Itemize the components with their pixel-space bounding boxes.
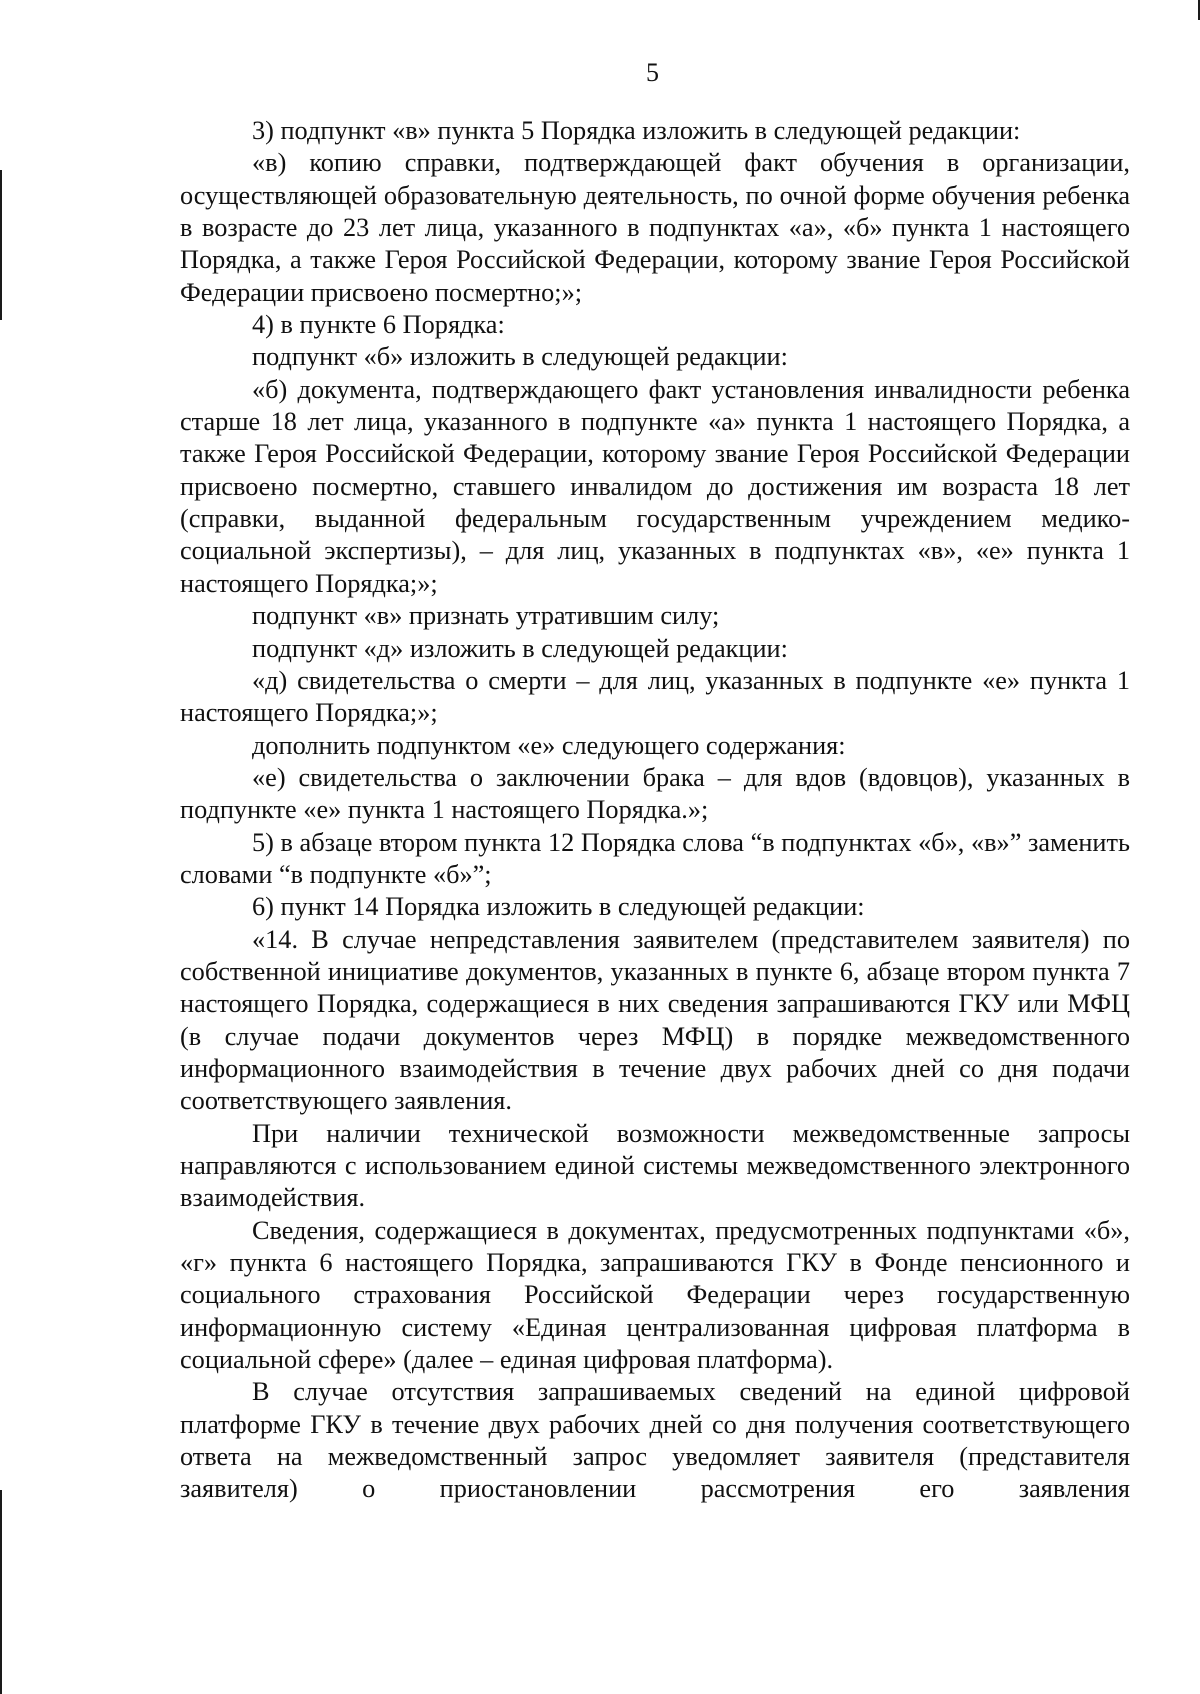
paragraph: «14. В случае непредставления заявителем (представителем заявителя) по собственной инициативе документов, указанных в пункте 6, абзаце втором пункта 7 настоящего Порядка, содержащиеся в них сведения запрашиваются ГКУ или МФЦ (в случае подачи документов через МФЦ) в порядке межведомственного информационного взаимодействия в течение двух рабочих дней со дня подачи соответствующего заявления.: [180, 924, 1130, 1116]
document-body: [180, 115, 1130, 1506]
paragraph: дополнить подпунктом «е» следующего содержания:: [252, 730, 846, 760]
paragraph: «е) свидетельства о заключении брака – для вдов (вдовцов), указанных в подпункте «е» пункта 1 настоящего Порядка.»;: [180, 762, 1130, 825]
paragraph: подпункт «в» признать утратившим силу;: [252, 601, 720, 631]
paragraph: 6) пункт 14 Порядка изложить в следующей редакции:: [252, 892, 865, 922]
paragraph: 4) в пункте 6 Порядка:: [252, 310, 505, 340]
scan-edge-left-bottom: [0, 1490, 2, 1694]
paragraph: Сведения, содержащиеся в документах, предусмотренных подпунктами «б», «г» пункта 6 настоящего Порядка, запрашиваются ГКУ в Фонде пенсионного и социального страхования Российской Федерации через государственную информационную систему «Единая централизованная цифровая платформа в социальной сфере» (далее – единая цифровая платформа).: [180, 1215, 1130, 1375]
scan-edge-left: [0, 170, 2, 320]
paragraph: «в) копию справки, подтверждающей факт обучения в организации, осуществляющей образовательную деятельность, по очной форме обучения ребенка в возрасте до 23 лет лица, указанного в подпунктах «а», «б» пункта 1 настоящего Порядка, а также Героя Российской Федерации, которому звание Героя Российской Федерации присвоено посмертно;»;: [180, 148, 1130, 307]
paragraph: «д) свидетельства о смерти – для лиц, указанных в подпункте «е» пункта 1 настоящего Порядка;»;: [180, 665, 1130, 728]
paragraph: 3) подпункт «в» пункта 5 Порядка изложить в следующей редакции:: [252, 116, 1021, 145]
paragraph: При наличии технической возможности межведомственные запросы направляются с использованием единой системы межведомственного электронного взаимодействия.: [180, 1118, 1130, 1213]
paragraph: 5) в абзаце втором пункта 12 Порядка слова “в подпунктах «б», «в»” заменить словами “в подпункте «б»”;: [180, 827, 1130, 889]
paragraph: подпункт «б» изложить в следующей редакции:: [252, 342, 788, 372]
page-number: 5: [646, 58, 659, 87]
paragraph: подпункт «д» изложить в следующей редакции:: [252, 633, 788, 663]
paragraph: В случае отсутствия запрашиваемых сведений на единой цифровой платформе ГКУ в течение двух рабочих дней со дня получения соответствующего ответа на межведомственный запрос уведомляет заявителя (представителя заявителя) о приостановлении рассмотрения его заявления: [180, 1377, 1130, 1504]
paragraph: «б) документа, подтверждающего факт установления инвалидности ребенка старше 18 лет лица, указанного в подпункте «а» пункта 1 настоящего Порядка, а также Героя Российской Федерации, которому звание Героя Российской Федерации присвоено посмертно, ставшего инвалидом до достижения им возраста 18 лет (справки, выданной федеральным государственным учреждением медико-социальной экспертизы), – для лиц, указанных в подпунктах «в», «е» пункта 1 настоящего Порядка;»;: [180, 374, 1130, 598]
